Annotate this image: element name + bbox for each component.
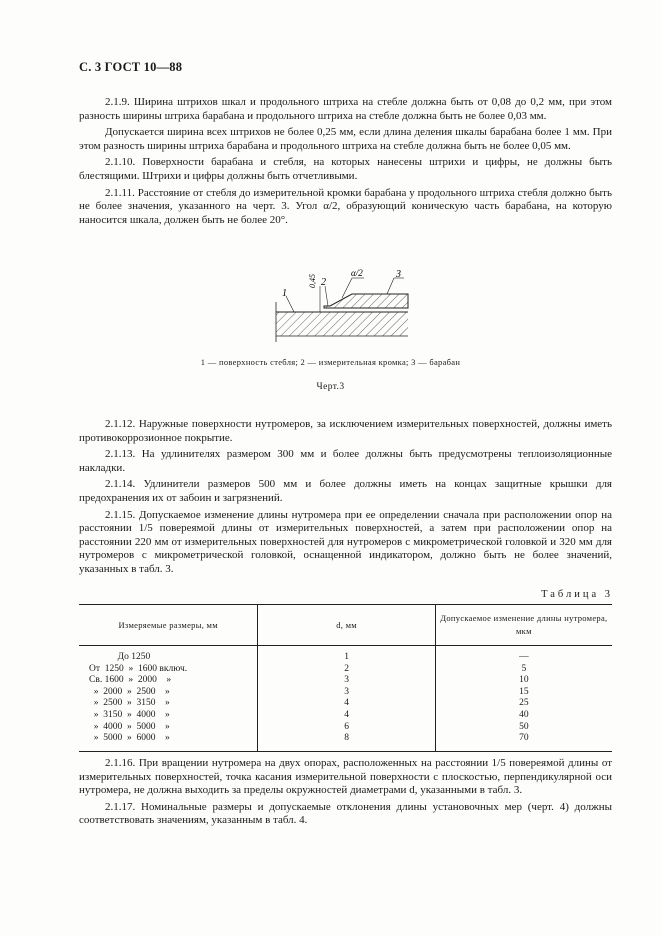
paragraph-2-1-16: 2.1.16. При вращении нутромера на двух опорах, расположенных на расстоянии 1/5 повереямой длины от измерительных поверхностей, точка касания измерительной поверхности с плоскостью, перпендикулярной оси нутромера, не должна выходить за пределы окружностей диаметрами d, указанными в табл. 3. <box>79 757 612 797</box>
header-sizes: Измеряемые размеры, мм <box>79 605 258 646</box>
table-row <box>79 664 612 676</box>
cell-change: — <box>519 652 529 662</box>
angle-label: α/2 <box>351 268 363 278</box>
paragraph-2-1-17: 2.1.17. Номинальные размеры и допускаемые отклонения длины установочных мер (черт. 4) должны соответствовать значениям, указанным в табл. 4. <box>79 800 612 827</box>
paragraph-2-1-14: 2.1.14. Удлинители размеров 500 мм и более должны иметь на концах защитные крышки для предохранения их от забоин и загрязнений. <box>79 478 612 504</box>
table-title: Таблица 3 <box>541 589 613 600</box>
text-block-3 <box>79 757 612 831</box>
leader-1 <box>286 296 294 312</box>
cell-range: » 5000 » 6000 » <box>89 733 170 744</box>
page-header: С. 3 ГОСТ 10—88 <box>79 60 183 74</box>
cell-change: 70 <box>519 733 529 744</box>
dimension-label: 0,45 <box>308 274 317 288</box>
label-3: 3 <box>396 269 401 280</box>
figure-number: Черт.3 <box>316 382 345 392</box>
leader-3 <box>387 278 394 294</box>
cell-change: 5 <box>521 663 527 674</box>
cell-change: 10 <box>519 675 529 686</box>
cell-change: 50 <box>519 721 529 732</box>
cell-range: » 3150 » 4000 » <box>89 709 170 720</box>
cell-change: 40 <box>519 709 529 720</box>
cell-d: 3 <box>258 675 435 687</box>
table-row <box>79 733 612 751</box>
cell-range: От 1250 » 1600 включ. <box>89 663 188 674</box>
cell-range: » 2500 » 3150 » <box>89 698 170 709</box>
cell-d: 6 <box>258 722 435 734</box>
table-row <box>79 687 612 699</box>
cell-d: 4 <box>258 698 435 710</box>
figure-3-svg <box>272 268 418 344</box>
cell-change: 15 <box>519 686 529 697</box>
table-header-row <box>79 605 612 646</box>
paragraph-2-1-13: 2.1.13. На удлинителях размером 300 мм и более должны быть предусмотрены теплоизоляционные накладки. <box>79 448 612 474</box>
table-row <box>79 710 612 722</box>
cell-range: До 1250 <box>101 652 151 662</box>
paragraph-2-1-12: 2.1.12. Наружные поверхности нутромеров, за исключением измерительных поверхностей, должны иметь противокоррозионное покрытие. <box>79 418 612 444</box>
label-2: 2 <box>321 277 326 288</box>
cell-range: » 2000 » 2500 » <box>89 686 170 697</box>
cell-range: Св. 1600 » 2000 » <box>89 675 172 686</box>
table-3-grid <box>79 604 612 752</box>
figure-3-drawing <box>272 268 418 344</box>
leader-2 <box>325 286 328 306</box>
cell-d: 1 <box>258 646 435 664</box>
text-block-1 <box>79 96 612 230</box>
paragraph-2-1-9-cont: Допускается ширина всех штрихов не более 0,25 мм, если длина деления шкалы барабана более 1 мм. При этом разность ширины штриха барабана и продольного штриха на стебле должна быть не более 0,05 мм. <box>79 126 612 152</box>
cell-d: 2 <box>258 664 435 676</box>
cell-range: » 4000 » 5000 » <box>89 721 170 732</box>
table-3 <box>79 604 612 752</box>
drum-body <box>324 294 408 308</box>
header-change: Допускаемое изменение длины нутромера, мкм <box>435 605 612 646</box>
cell-d: 3 <box>258 687 435 699</box>
stem-body <box>276 312 408 336</box>
paragraph-2-1-9: 2.1.9. Ширина штрихов шкал и продольного штриха на стебле должна быть от 0,08 до 0,2 мм, при этом разность ширины штриха барабана и продольного штриха на стебле должна быть не более 0,03 мм. <box>79 96 612 122</box>
paragraph-2-1-10: 2.1.10. Поверхности барабана и стебля, на которых нанесены штрихи и цифры, не должны быть блестящими. Штрихи и цифры должны быть отчетливыми. <box>79 156 612 182</box>
text-block-2 <box>79 418 612 580</box>
table-row <box>79 646 612 664</box>
table-row <box>79 722 612 734</box>
cell-change: 25 <box>519 698 529 709</box>
header-d: d, мм <box>258 605 435 646</box>
figure-caption: 1 — поверхность стебля; 2 — измерительная кромка; 3 — барабан <box>200 357 461 367</box>
cell-d: 4 <box>258 710 435 722</box>
cell-d: 8 <box>258 733 435 751</box>
paragraph-2-1-11: 2.1.11. Расстояние от стебля до измерительной кромки барабана у продольного штриха стебля должно быть не более значения, указанного на черт. 3. Угол α/2, образующий коническую часть барабана, на которую наносится шкала, должен быть не более 20°. <box>79 186 612 226</box>
table-row <box>79 675 612 687</box>
label-1: 1 <box>282 288 287 299</box>
table-row <box>79 698 612 710</box>
paragraph-2-1-15: 2.1.15. Допускаемое изменение длины нутромера при ее определении сначала при расположении опор на расстоянии 1/5 повереямой длины от измерительных поверхностей, а затем при расположении опор на расстоянии 220 мм от измерительных поверхностей для нутромеров с микрометрической головкой и 320 мм для нутромеров с микрометрической головкой, оснащенной индикатором, должно быть не более значений, указанных в табл. 3. <box>79 508 612 575</box>
